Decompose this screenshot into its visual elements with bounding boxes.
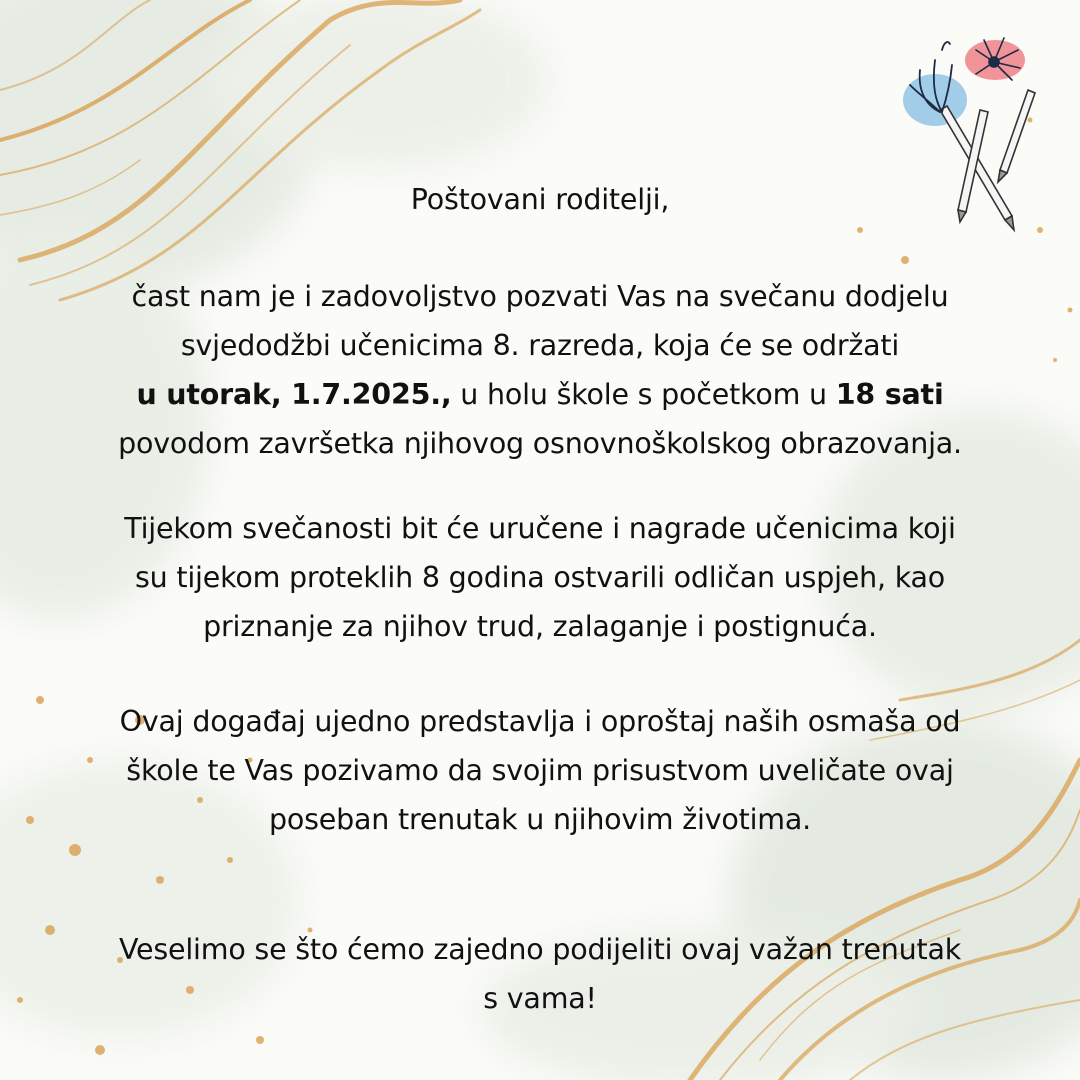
- closing-line-1: Veselimo se što ćemo zajedno podijeliti ovaj važan trenutak: [118, 933, 962, 966]
- greeting-text: Poštovani roditelji,: [410, 183, 670, 216]
- closing-line-2: s vama!: [483, 982, 597, 1015]
- greeting: [0, 175, 1080, 224]
- invitation-line-3: [0, 370, 1080, 419]
- awards-line-1: Tijekom svečanosti bit će uručene i nagrade učenicima koji: [124, 512, 956, 545]
- farewell-line-1: Ovaj događaj ujedno predstavlja i oproštaj naših osmaša od: [119, 705, 961, 738]
- invitation-line-1: čast nam je i zadovoljstvo pozvati Vas na svečanu dodjelu: [131, 280, 949, 313]
- awards-paragraph: [0, 504, 1080, 651]
- event-location: u holu škole s početkom u: [451, 378, 836, 411]
- invitation-paragraph: [0, 272, 1080, 468]
- event-date: u utorak, 1.7.2025.,: [136, 378, 452, 411]
- closing-paragraph: [0, 925, 1080, 1023]
- invitation-line-2: svjedodžbi učenicima 8. razreda, koja će se održati: [180, 329, 900, 362]
- farewell-paragraph: [0, 697, 1080, 844]
- awards-line-2: su tijekom proteklih 8 godina ostvarili odličan uspjeh, kao: [134, 561, 946, 594]
- awards-line-3: priznanje za njihov trud, zalaganje i postignuća.: [203, 610, 877, 643]
- invitation-line-4: povodom završetka njihovog osnovnoškolskog obrazovanja.: [118, 427, 962, 460]
- event-time: 18 sati: [835, 378, 944, 411]
- farewell-line-3: poseban trenutak u njihovim životima.: [268, 803, 811, 836]
- farewell-line-2: škole te Vas pozivamo da svojim prisustvom uveličate ovaj: [126, 754, 954, 787]
